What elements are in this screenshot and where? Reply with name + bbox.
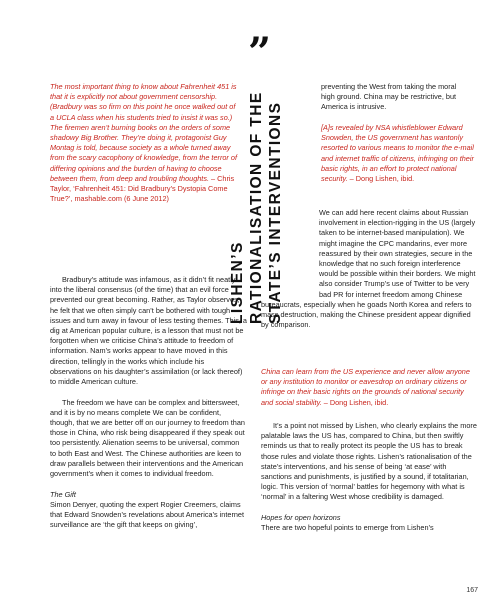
right-column-bottom <box>261 421 477 544</box>
paragraph-lishen-point: It’s a point not missed by Lishen, who clearly explains the more palatable laws the US has, compared to China, but then swiftly reminds us that to really protect its people the US has to break those rules and violate those rights. Lishen’s rationalisation of the state’s interventions, and his sense of being ‘at ease’ with sanctions and punishments, is justified by a sound, if totalitarian, logic. This version of ‘normal’ battles for hegemony with what is ‘normal’ in a faltering West whose credibility is damaged. <box>261 421 477 502</box>
subhead-open-horizons: Hopes for open horizons <box>261 513 341 523</box>
right-column-mid <box>261 208 477 341</box>
paragraph-russia: We can add here recent claims about Russian involvement in election-rigging in the US (largely taken to be internet-based manipulation). We might imagine the CPC mandarins, ever more reassured by their own strategies, secure in the knowledge that no such foreign interference would be possible within their borders. We might also consider Trump’s use of Twitter to be very bad PR for internet freedom among Chinese bureaucrats, especially when he goads North Korea and refers to mass destruction, making the Chinese president appear dignified by comparison. <box>261 208 476 330</box>
right-column-top <box>321 82 471 123</box>
paragraph-freedom: The freedom we have can be complex and bittersweet, and it is by no means complete We can be confident, though, that we are better off on our journey to freedom than those in China, who risk being disappeared if they speak out too persistently. Alienation seems to be universal, common to both East and West. The Chinese authorities are keen to draw parallels between their interventions and the American government’s when it comes to individual freedom. <box>50 397 245 479</box>
nsa-quote <box>321 123 481 184</box>
china-learn-quote-text: China can learn from the US experience and never allow anyone or any institution to monitor or eavesdrop on ordinary citizens or infringe on their basic rights on the grounds of national security and social stability. <box>261 367 470 407</box>
quote-mark-icon: ” <box>248 29 272 76</box>
pull-quote-spacer <box>261 208 319 293</box>
pull-quote-text: LISHEN’S RATIONALISATION OF THE STATE’S INTERVENTIONS <box>229 91 284 324</box>
paragraph-bradbury: Bradbury’s attitude was infamous, as it didn’t fit neatly into the liberal consensus (of the time) that an evil force prevented our great becoming. Rather, as Taylor observes, he felt that we often simply can’t be bothered with tough issues and turn away in favour of less testing themes. This, a dig at American popular culture, is a lesson that must not be forgotten when we criticise China’s attitude to freedom of information. Nam’s works appear to have moved in this direction, tellingly in the works which include his observations on his daughter’s assimilation (or lack thereof) to middle American culture. <box>50 275 247 387</box>
fahrenheit-quote-source: – Chris Taylor, ‘Fahrenheit 451: Did Bradbury’s Dystopia Come True?’, mashable.com (6 June 2012) <box>50 173 235 204</box>
china-learn-quote-source: – Dong Lishen, ibid. <box>321 397 389 407</box>
subhead-the-gift: The Gift <box>50 489 76 499</box>
page-number: 167 <box>466 587 478 594</box>
nsa-quote-source: – Dong Lishen, ibid. <box>347 174 415 184</box>
nsa-quote-text: [A]s revealed by NSA whistleblower Edward Snowden, the US government has wantonly resorted to various means to monitor the e-mail and internet traffic of citizens, infringing on their basic rights, in an effort to protect national security. <box>321 123 474 184</box>
left-column-body <box>50 275 247 541</box>
paragraph-hopeful-points: There are two hopeful points to emerge from Lishen’s <box>261 523 434 533</box>
fahrenheit-quote <box>50 82 238 204</box>
paragraph-denyer: Simon Denyer, quoting the expert Rogier Creemers, claims that Edward Snowden’s revelations about America’s internet surveillance are ‘the gift that keeps on giving’, <box>50 499 245 530</box>
fahrenheit-quote-text: The most important thing to know about Fahrenheit 451 is that it is explicitly not about government censorship. (Bradbury was so firm on this point he once walked out of a UCLA class when his students tried to insist it was so.) The firemen aren’t burning books on the orders of some shadowy Big Brother. They’re doing it, protagonist Guy Montag is told, because society as a whole turned away from the scary cacophony of knowledge, from the terror of differing opinions and the burden of having to choose between them, from deep and troubling thoughts. <box>50 82 237 183</box>
paragraph-moral-high-ground: preventing the West from taking the moral high ground. China may be restrictive, but America is intrusive. <box>321 82 457 112</box>
china-learn-quote <box>261 367 477 408</box>
